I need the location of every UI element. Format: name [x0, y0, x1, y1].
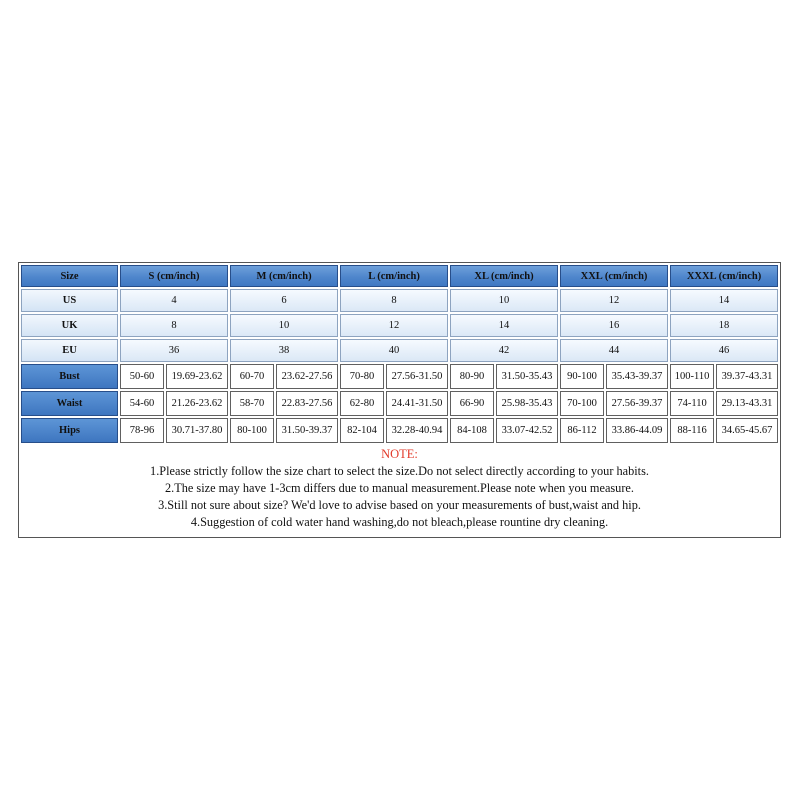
header-size-label: Size — [21, 265, 118, 287]
table-cell: 36 — [120, 339, 228, 362]
table-cell-cm: 54-60 — [120, 391, 164, 416]
table-cell: 16 — [560, 314, 668, 337]
table-cell-cm: 82-104 — [340, 418, 384, 443]
table-cell-cm: 70-100 — [560, 391, 604, 416]
header-size-column: XXXL (cm/inch) — [670, 265, 778, 287]
table-cell-cm: 66-90 — [450, 391, 494, 416]
table-cell-inch: 30.71-37.80 — [166, 418, 228, 443]
table-cell-cm: 58-70 — [230, 391, 274, 416]
header-size-column: L (cm/inch) — [340, 265, 448, 287]
table-cell: 12 — [560, 289, 668, 312]
table-cell-inch: 23.62-27.56 — [276, 364, 338, 389]
table-cell-cm: 88-116 — [670, 418, 714, 443]
table-cell-inch: 32.28-40.94 — [386, 418, 448, 443]
table-header-row — [21, 265, 778, 287]
table-cell-inch: 35.43-39.37 — [606, 364, 668, 389]
table-cell-cm: 84-108 — [450, 418, 494, 443]
row-label: US — [21, 289, 118, 312]
table-cell-inch: 21.26-23.62 — [166, 391, 228, 416]
table-cell: 10 — [450, 289, 558, 312]
row-label: Hips — [21, 418, 118, 443]
table-cell-inch: 31.50-35.43 — [496, 364, 558, 389]
table-cell: 40 — [340, 339, 448, 362]
size-chart — [18, 262, 781, 538]
note-title: NOTE: — [381, 447, 418, 461]
table-cell: 10 — [230, 314, 338, 337]
table-cell-cm: 60-70 — [230, 364, 274, 389]
table-cell: 8 — [340, 289, 448, 312]
table-cell-cm: 70-80 — [340, 364, 384, 389]
table-cell: 46 — [670, 339, 778, 362]
table-cell: 4 — [120, 289, 228, 312]
table-cell-inch: 22.83-27.56 — [276, 391, 338, 416]
table-cell: 12 — [340, 314, 448, 337]
table-cell: 14 — [670, 289, 778, 312]
table-cell-inch: 29.13-43.31 — [716, 391, 778, 416]
table-cell-cm: 90-100 — [560, 364, 604, 389]
table-cell-inch: 24.41-31.50 — [386, 391, 448, 416]
table-cell: 38 — [230, 339, 338, 362]
table-cell-inch: 27.56-31.50 — [386, 364, 448, 389]
note-line: 3.Still not sure about size? We'd love to advise based on your measurements of bust,waist and hip. — [158, 498, 641, 512]
table-cell-inch: 19.69-23.62 — [166, 364, 228, 389]
table-cell-cm: 50-60 — [120, 364, 164, 389]
table-row — [21, 314, 778, 337]
table-cell-cm: 80-100 — [230, 418, 274, 443]
note-line: 1.Please strictly follow the size chart to select the size.Do not select directly according to your habits. — [150, 464, 649, 478]
header-size-column: M (cm/inch) — [230, 265, 338, 287]
header-size-column: XXL (cm/inch) — [560, 265, 668, 287]
row-label: Waist — [21, 391, 118, 416]
table-cell-cm: 80-90 — [450, 364, 494, 389]
note-line: 2.The size may have 1-3cm differs due to manual measurement.Please note when you measure. — [165, 481, 634, 495]
table-cell-cm: 86-112 — [560, 418, 604, 443]
table-cell-inch: 27.56-39.37 — [606, 391, 668, 416]
table-cell-inch: 33.86-44.09 — [606, 418, 668, 443]
table-cell-cm: 74-110 — [670, 391, 714, 416]
table-cell: 14 — [450, 314, 558, 337]
header-size-column: S (cm/inch) — [120, 265, 228, 287]
row-label: Bust — [21, 364, 118, 389]
note-line: 4.Suggestion of cold water hand washing,do not bleach,please rountine dry cleaning. — [190, 515, 609, 529]
table-cell-inch: 31.50-39.37 — [276, 418, 338, 443]
header-size-column: XL (cm/inch) — [450, 265, 558, 287]
table-cell: 42 — [450, 339, 558, 362]
table-cell-inch: 33.07-42.52 — [496, 418, 558, 443]
table-cell-inch: 25.98-35.43 — [496, 391, 558, 416]
table-cell-cm: 62-80 — [340, 391, 384, 416]
table-cell: 44 — [560, 339, 668, 362]
table-cell-inch: 34.65-45.67 — [716, 418, 778, 443]
table-row — [21, 339, 778, 362]
table-cell: 8 — [120, 314, 228, 337]
table-cell-cm: 100-110 — [670, 364, 714, 389]
table-row — [21, 364, 778, 389]
table-row — [21, 289, 778, 312]
table-cell-inch: 39.37-43.31 — [716, 364, 778, 389]
size-table — [19, 263, 780, 445]
row-label: UK — [21, 314, 118, 337]
table-cell: 6 — [230, 289, 338, 312]
table-cell-cm: 78-96 — [120, 418, 164, 443]
row-label: EU — [21, 339, 118, 362]
table-row — [21, 418, 778, 443]
table-cell: 18 — [670, 314, 778, 337]
table-row — [21, 391, 778, 416]
notes-section — [19, 446, 780, 531]
